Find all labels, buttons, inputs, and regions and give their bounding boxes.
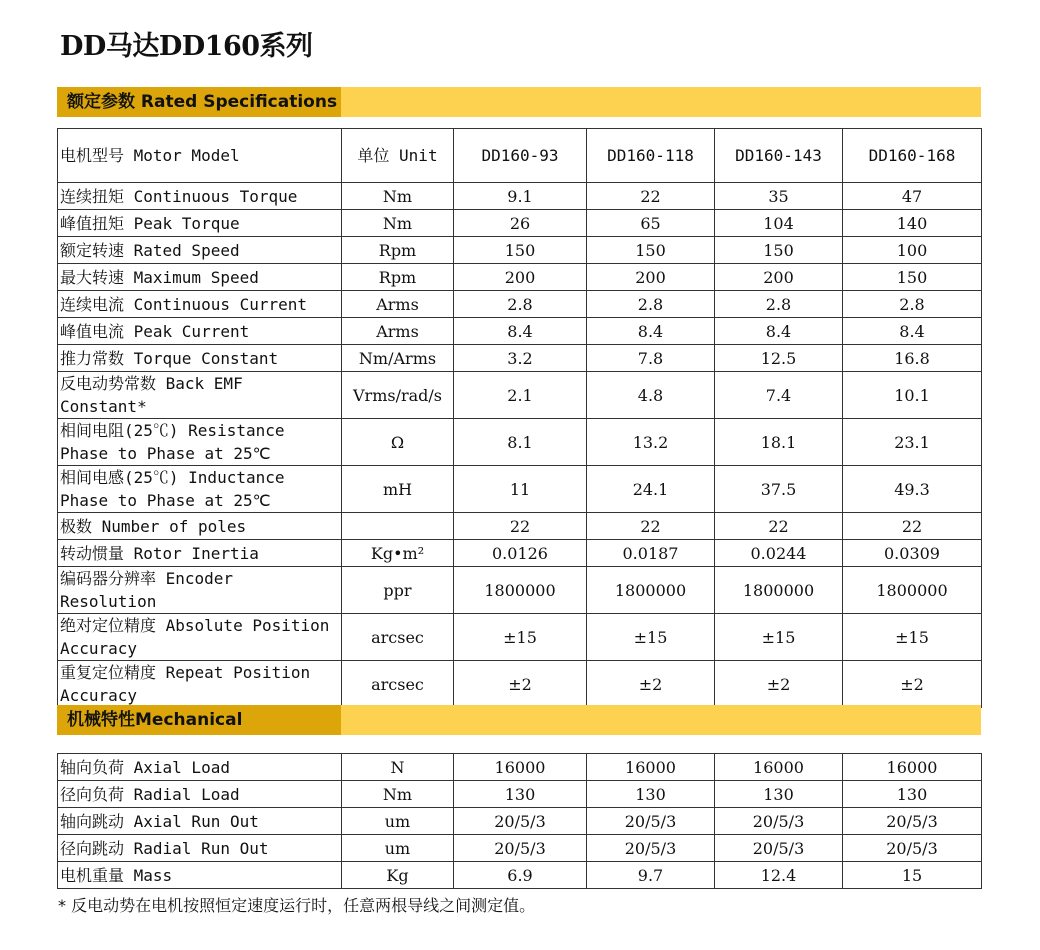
table-row	[58, 372, 982, 419]
row-label: 重复定位精度 Repeat Position Accuracy	[58, 661, 342, 708]
table-row	[58, 567, 982, 614]
row-label: 轴向跳动 Axial Run Out	[58, 808, 342, 835]
row-value: 9.7	[587, 862, 715, 889]
row-value: 130	[715, 781, 843, 808]
row-value: 16.8	[843, 345, 982, 372]
header-model: DD160-143	[715, 129, 843, 183]
row-value: ±15	[587, 614, 715, 661]
row-value: 11	[454, 466, 587, 513]
table-row	[58, 466, 982, 513]
row-value: 20/5/3	[843, 808, 982, 835]
table-row	[58, 291, 982, 318]
header-motor-model: 电机型号 Motor Model	[58, 129, 342, 183]
row-unit: um	[342, 808, 454, 835]
row-label: 峰值扭矩 Peak Torque	[58, 210, 342, 237]
row-value: 4.8	[587, 372, 715, 419]
row-unit: Rpm	[342, 237, 454, 264]
row-value: ±15	[843, 614, 982, 661]
row-label: 轴向负荷 Axial Load	[58, 754, 342, 781]
row-value: 200	[715, 264, 843, 291]
row-value: 200	[587, 264, 715, 291]
row-value: 3.2	[454, 345, 587, 372]
row-value: 22	[715, 513, 843, 540]
table-row	[58, 183, 982, 210]
row-label: 额定转速 Rated Speed	[58, 237, 342, 264]
row-value: 20/5/3	[715, 835, 843, 862]
row-value: ±2	[843, 661, 982, 708]
row-label: 电机重量 Mass	[58, 862, 342, 889]
row-label: 连续电流 Continuous Current	[58, 291, 342, 318]
row-unit: Ω	[342, 419, 454, 466]
row-value: 18.1	[715, 419, 843, 466]
row-value: 8.4	[843, 318, 982, 345]
row-value: ±15	[454, 614, 587, 661]
row-value: 20/5/3	[587, 808, 715, 835]
row-value: 1800000	[715, 567, 843, 614]
row-value: 47	[843, 183, 982, 210]
table-row	[58, 862, 982, 889]
row-unit: Kg•m²	[342, 540, 454, 567]
table-row	[58, 540, 982, 567]
section-bar-mechanical	[57, 705, 981, 735]
section-label-mechanical: 机械特性Mechanical	[57, 705, 341, 735]
row-value: 16000	[715, 754, 843, 781]
table-row	[58, 419, 982, 466]
row-value: 0.0244	[715, 540, 843, 567]
row-label: 径向负荷 Radial Load	[58, 781, 342, 808]
row-unit: um	[342, 835, 454, 862]
row-label: 最大转速 Maximum Speed	[58, 264, 342, 291]
row-value: 7.4	[715, 372, 843, 419]
row-value: 130	[454, 781, 587, 808]
footnote: * 反电动势在电机按照恒定速度运行时，任意两根导线之间测定值。	[58, 896, 536, 915]
row-value: 104	[715, 210, 843, 237]
row-value: 35	[715, 183, 843, 210]
row-unit: Rpm	[342, 264, 454, 291]
row-value: 65	[587, 210, 715, 237]
row-value: 2.8	[843, 291, 982, 318]
table-row	[58, 754, 982, 781]
row-value: ±2	[715, 661, 843, 708]
row-value: 20/5/3	[454, 808, 587, 835]
row-label: 径向跳动 Radial Run Out	[58, 835, 342, 862]
table-row	[58, 835, 982, 862]
row-value: 1800000	[454, 567, 587, 614]
row-value: 12.4	[715, 862, 843, 889]
row-value: 20/5/3	[587, 835, 715, 862]
row-value: 150	[715, 237, 843, 264]
row-unit: ppr	[342, 567, 454, 614]
row-label: 相间电感(25℃) Inductance Phase to Phase at 25℃	[58, 466, 342, 513]
row-value: 9.1	[454, 183, 587, 210]
table-row	[58, 264, 982, 291]
header-model: DD160-168	[843, 129, 982, 183]
row-value: 26	[454, 210, 587, 237]
table-header-row	[58, 129, 982, 183]
row-value: ±15	[715, 614, 843, 661]
row-value: 8.4	[715, 318, 843, 345]
row-value: 24.1	[587, 466, 715, 513]
row-value: 2.8	[587, 291, 715, 318]
row-value: 22	[843, 513, 982, 540]
mechanical-table	[57, 753, 982, 889]
row-unit: Kg	[342, 862, 454, 889]
row-value: 20/5/3	[843, 835, 982, 862]
row-value: 8.4	[587, 318, 715, 345]
row-value: 2.8	[715, 291, 843, 318]
table-row	[58, 513, 982, 540]
row-value: 23.1	[843, 419, 982, 466]
table-row	[58, 237, 982, 264]
row-value: 1800000	[587, 567, 715, 614]
row-label: 转动惯量 Rotor Inertia	[58, 540, 342, 567]
row-value: 130	[843, 781, 982, 808]
row-label: 绝对定位精度 Absolute Position Accuracy	[58, 614, 342, 661]
row-value: 100	[843, 237, 982, 264]
table-row	[58, 614, 982, 661]
row-value: 49.3	[843, 466, 982, 513]
row-unit: Nm	[342, 183, 454, 210]
table-row	[58, 781, 982, 808]
page-title: DD马达DD160系列	[60, 31, 313, 62]
row-value: 200	[454, 264, 587, 291]
row-unit: Nm/Arms	[342, 345, 454, 372]
table-row	[58, 345, 982, 372]
row-value: 13.2	[587, 419, 715, 466]
row-label: 连续扭矩 Continuous Torque	[58, 183, 342, 210]
row-value: 150	[843, 264, 982, 291]
row-value: 16000	[454, 754, 587, 781]
row-unit: Nm	[342, 781, 454, 808]
row-label: 推力常数 Torque Constant	[58, 345, 342, 372]
header-unit: 单位 Unit	[342, 129, 454, 183]
row-value: 2.8	[454, 291, 587, 318]
row-unit: arcsec	[342, 661, 454, 708]
row-value: 1800000	[843, 567, 982, 614]
row-unit: arcsec	[342, 614, 454, 661]
row-label: 反电动势常数 Back EMF Constant*	[58, 372, 342, 419]
table-row	[58, 210, 982, 237]
row-value: 8.4	[454, 318, 587, 345]
row-value: 150	[587, 237, 715, 264]
row-label: 编码器分辨率 Encoder Resolution	[58, 567, 342, 614]
row-unit: N	[342, 754, 454, 781]
row-value: 15	[843, 862, 982, 889]
row-value: 12.5	[715, 345, 843, 372]
row-label: 峰值电流 Peak Current	[58, 318, 342, 345]
row-value: 150	[454, 237, 587, 264]
row-unit	[342, 513, 454, 540]
row-value: 22	[587, 513, 715, 540]
row-unit: Vrms/rad/s	[342, 372, 454, 419]
row-value: 22	[454, 513, 587, 540]
row-value: 20/5/3	[454, 835, 587, 862]
row-label: 相间电阻(25℃) Resistance Phase to Phase at 25℃	[58, 419, 342, 466]
row-value: 8.1	[454, 419, 587, 466]
row-unit: Arms	[342, 318, 454, 345]
section-label-rated: 额定参数 Rated Specifications	[57, 87, 341, 117]
row-value: 2.1	[454, 372, 587, 419]
row-value: 0.0126	[454, 540, 587, 567]
row-label: 极数 Number of poles	[58, 513, 342, 540]
row-value: 7.8	[587, 345, 715, 372]
row-value: 140	[843, 210, 982, 237]
row-value: 16000	[843, 754, 982, 781]
table-row	[58, 661, 982, 708]
row-value: 0.0187	[587, 540, 715, 567]
row-value: 16000	[587, 754, 715, 781]
row-unit: Arms	[342, 291, 454, 318]
table-row	[58, 318, 982, 345]
header-model: DD160-118	[587, 129, 715, 183]
row-unit: Nm	[342, 210, 454, 237]
row-value: 0.0309	[843, 540, 982, 567]
row-value: ±2	[454, 661, 587, 708]
row-value: 20/5/3	[715, 808, 843, 835]
row-value: 37.5	[715, 466, 843, 513]
rated-specs-table	[57, 128, 982, 708]
row-value: 10.1	[843, 372, 982, 419]
row-value: 6.9	[454, 862, 587, 889]
row-value: ±2	[587, 661, 715, 708]
row-unit: mH	[342, 466, 454, 513]
table-row	[58, 808, 982, 835]
section-bar-rated	[57, 87, 981, 117]
row-value: 130	[587, 781, 715, 808]
row-value: 22	[587, 183, 715, 210]
header-model: DD160-93	[454, 129, 587, 183]
